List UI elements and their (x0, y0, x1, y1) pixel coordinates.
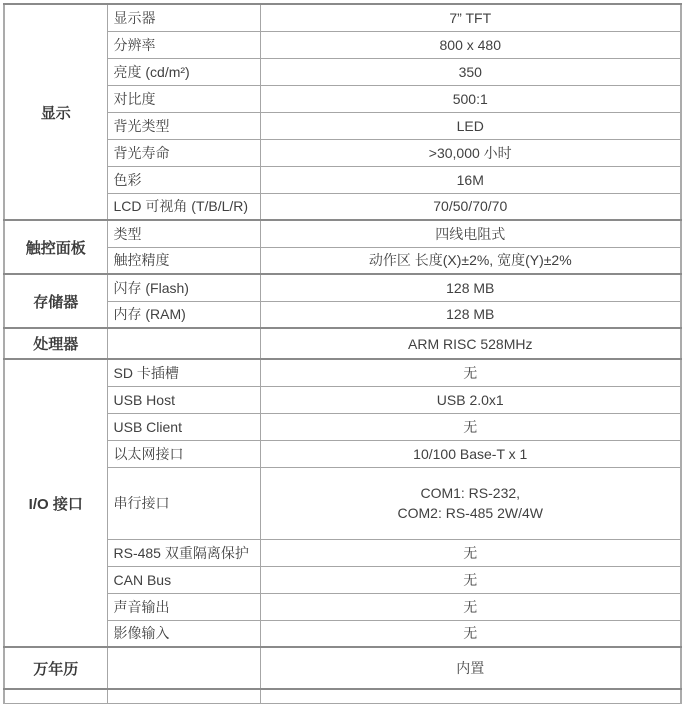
spec-label (107, 328, 260, 359)
spec-value: 350 (260, 58, 681, 85)
spec-label: 亮度 (cd/m²) (107, 58, 260, 85)
spec-value: 128 MB (260, 301, 681, 328)
category-cell-io: I/O 接口 (4, 359, 107, 647)
table-row (4, 359, 681, 386)
category-cell-touch-panel: 触控面板 (4, 220, 107, 274)
spec-value: 128 MB (260, 274, 681, 301)
spec-label: 类型 (107, 220, 260, 247)
spec-value: >30,000 小时 (260, 139, 681, 166)
spec-value: 500:1 (260, 85, 681, 112)
category-cell-processor: 处理器 (4, 328, 107, 359)
spec-value: 无 (260, 413, 681, 440)
spec-label (107, 647, 260, 689)
spec-value: 16M (260, 166, 681, 193)
spec-label: USB Client (107, 413, 260, 440)
spec-value: 10/100 Base-T x 1 (260, 440, 681, 467)
spec-label: 声音输出 (107, 593, 260, 620)
spec-label: LCD 可视角 (T/B/L/R) (107, 193, 260, 220)
table-row (4, 220, 681, 247)
spec-value (260, 689, 681, 703)
spec-label: 色彩 (107, 166, 260, 193)
spec-label: 显示器 (107, 4, 260, 31)
spec-value: 无 (260, 566, 681, 593)
spec-label: 影像输入 (107, 620, 260, 647)
spec-value (260, 467, 681, 539)
serial-port-line2: COM2: RS-485 2W/4W (397, 505, 543, 521)
serial-port-line1: COM1: RS-232, (420, 485, 521, 501)
spec-value: 70/50/70/70 (260, 193, 681, 220)
table-row (4, 328, 681, 359)
spec-label: 分辨率 (107, 31, 260, 58)
spec-value: 800 x 480 (260, 31, 681, 58)
table-row (4, 274, 681, 301)
spec-label: 背光类型 (107, 112, 260, 139)
spec-value: 动作区 长度(X)±2%, 宽度(Y)±2% (260, 247, 681, 274)
spec-value: 内置 (260, 647, 681, 689)
spec-label: 闪存 (Flash) (107, 274, 260, 301)
spec-value: 无 (260, 539, 681, 566)
spec-value: 无 (260, 359, 681, 386)
spec-value: LED (260, 112, 681, 139)
spec-value: 无 (260, 593, 681, 620)
spec-value: 四线电阻式 (260, 220, 681, 247)
spec-value: ARM RISC 528MHz (260, 328, 681, 359)
spec-label: 触控精度 (107, 247, 260, 274)
spec-value: USB 2.0x1 (260, 386, 681, 413)
spec-label: 对比度 (107, 85, 260, 112)
spec-label: USB Host (107, 386, 260, 413)
category-cell-storage: 存储器 (4, 274, 107, 328)
spec-label: RS-485 双重隔离保护 (107, 539, 260, 566)
spec-label: 以太网接口 (107, 440, 260, 467)
category-cell-calendar: 万年历 (4, 647, 107, 689)
spec-label: SD 卡插槽 (107, 359, 260, 386)
table-row-partial (4, 689, 681, 703)
category-cell-partial (4, 689, 107, 703)
spec-label: 内存 (RAM) (107, 301, 260, 328)
table-row (4, 4, 681, 31)
spec-value: 无 (260, 620, 681, 647)
spec-label: CAN Bus (107, 566, 260, 593)
spec-label (107, 689, 260, 703)
spec-label: 背光寿命 (107, 139, 260, 166)
spec-table (3, 3, 682, 704)
spec-value: 7” TFT (260, 4, 681, 31)
table-row (4, 647, 681, 689)
category-cell-display: 显示 (4, 4, 107, 220)
spec-label: 串行接口 (107, 467, 260, 539)
